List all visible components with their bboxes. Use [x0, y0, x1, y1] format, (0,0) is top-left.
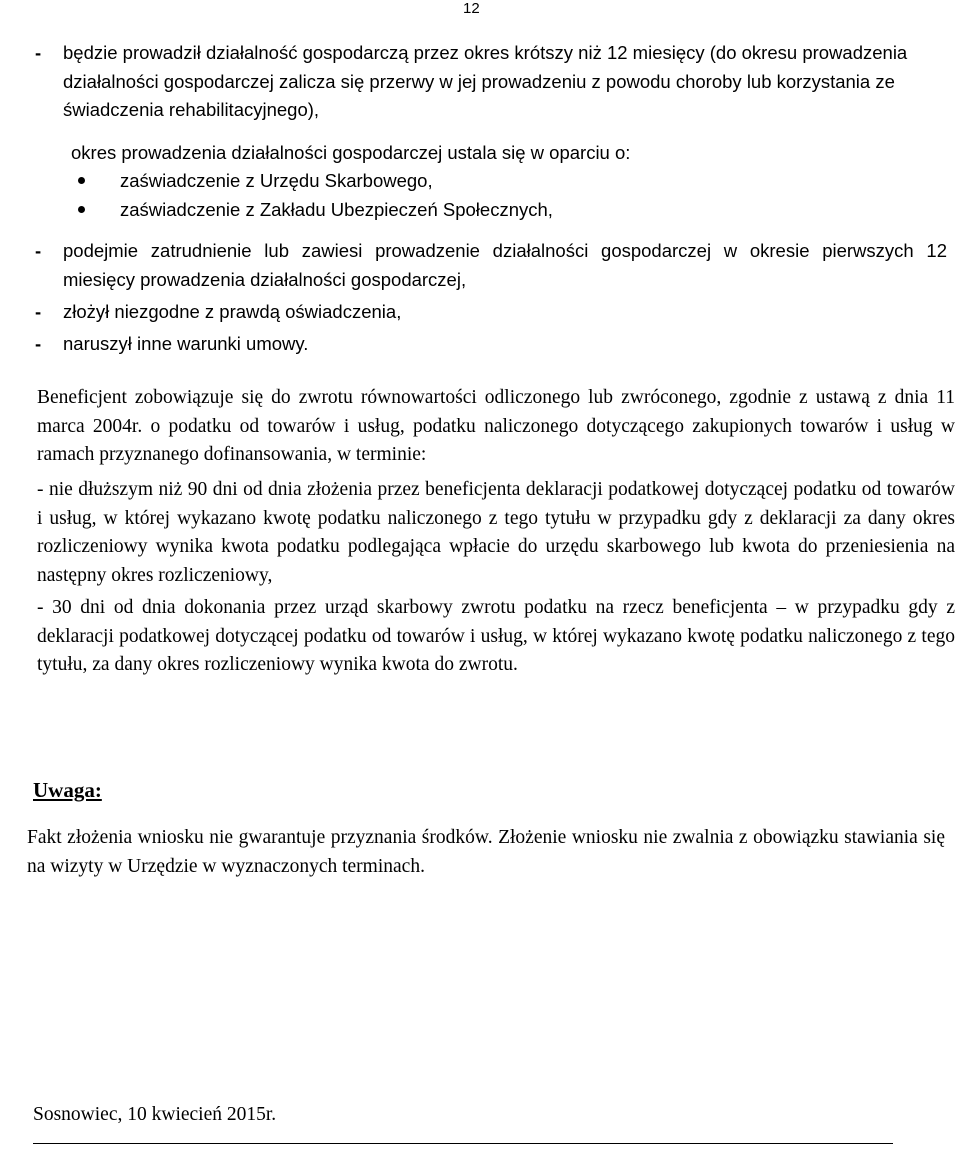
- list-item-text: złożył niezgodne z prawdą oświadczenia,: [63, 301, 402, 322]
- okres-paragraph: okres prowadzenia działalności gospodarczej ustala się w oparciu o:: [71, 142, 631, 163]
- bullet-text: zaświadczenie z Urzędu Skarbowego,: [120, 170, 433, 191]
- uwaga-heading: Uwaga:: [33, 778, 102, 802]
- list-item: [35, 237, 947, 294]
- signature-line: [33, 1143, 893, 1144]
- beneficjent-paragraph: Beneficjent zobowiązuje się do zwrotu równowartości odliczonego lub zwróconego, zgodnie z ustawą z dnia 11 marca 2004r. o podatku od towarów i usług, podatku naliczonego dotyczącego zakupionych towarów i usług w ramach przyznanego dofinansowania, w terminie:: [37, 387, 955, 465]
- bullet-list: [73, 166, 553, 224]
- bullet-item: [73, 166, 553, 195]
- list-item: [35, 330, 960, 359]
- page-number: 12: [463, 0, 480, 17]
- term-paragraph-90-days: - nie dłuższym niż 90 dni od dnia złożenia przez beneficjenta deklaracji podatkowej dotyczącej podatku od towarów i usług, w której wykazano kwotę podatku naliczonego z tego tytułu w przypadku gdy z deklaracji za dany okres rozliczeniowy wynika kwota podatku podlegająca wpłacie do urzędu skarbowego lub kwota do przeniesienia na następny okres rozliczeniowy,: [37, 479, 955, 586]
- list-item: [35, 298, 960, 327]
- list-item-text: będzie prowadził działalność gospodarczą przez okres krótszy niż 12 miesięcy (do okresu prowadzenia działalności gospodarczej zalicza się przerwy w jej prowadzeniu z powodu choroby lub korzystania ze świadczenia rehabilitacyjnego),: [63, 42, 908, 120]
- bullet-icon: [78, 206, 85, 213]
- bullet-text: zaświadczenie z Zakładu Ubezpieczeń Społecznych,: [120, 199, 553, 220]
- list-item: [35, 39, 960, 125]
- uwaga-paragraph: Fakt złożenia wniosku nie gwarantuje przyznania środków. Złożenie wniosku nie zwalnia z obowiązku stawiania się na wizyty w Urzędzie w wyznaczonych terminach.: [27, 827, 945, 877]
- list-item-text: naruszył inne warunki umowy.: [63, 333, 309, 354]
- signature-place-date: Sosnowiec, 10 kwiecień 2015r.: [33, 1104, 277, 1125]
- dash-marker: -: [35, 42, 42, 63]
- list-item-text: podejmie zatrudnienie lub zawiesi prowadzenie działalności gospodarczej w okresie pierwszych 12 miesięcy prowadzenia działalności gospodarczej,: [63, 240, 947, 290]
- dash-marker: -: [35, 301, 42, 322]
- dash-marker: -: [35, 240, 42, 261]
- bullet-icon: [78, 177, 85, 184]
- term-paragraph-30-days: - 30 dni od dnia dokonania przez urząd skarbowy zwrotu podatku na rzecz beneficjenta – w przypadku gdy z deklaracji podatkowej dotyczącej podatku od towarów i usług, w której wykazano kwotę podatku naliczonego z tego tytułu, za dany okres rozliczeniowy wynika kwota do zwrotu.: [37, 597, 955, 675]
- bullet-item: [73, 195, 553, 224]
- dash-marker: -: [35, 333, 42, 354]
